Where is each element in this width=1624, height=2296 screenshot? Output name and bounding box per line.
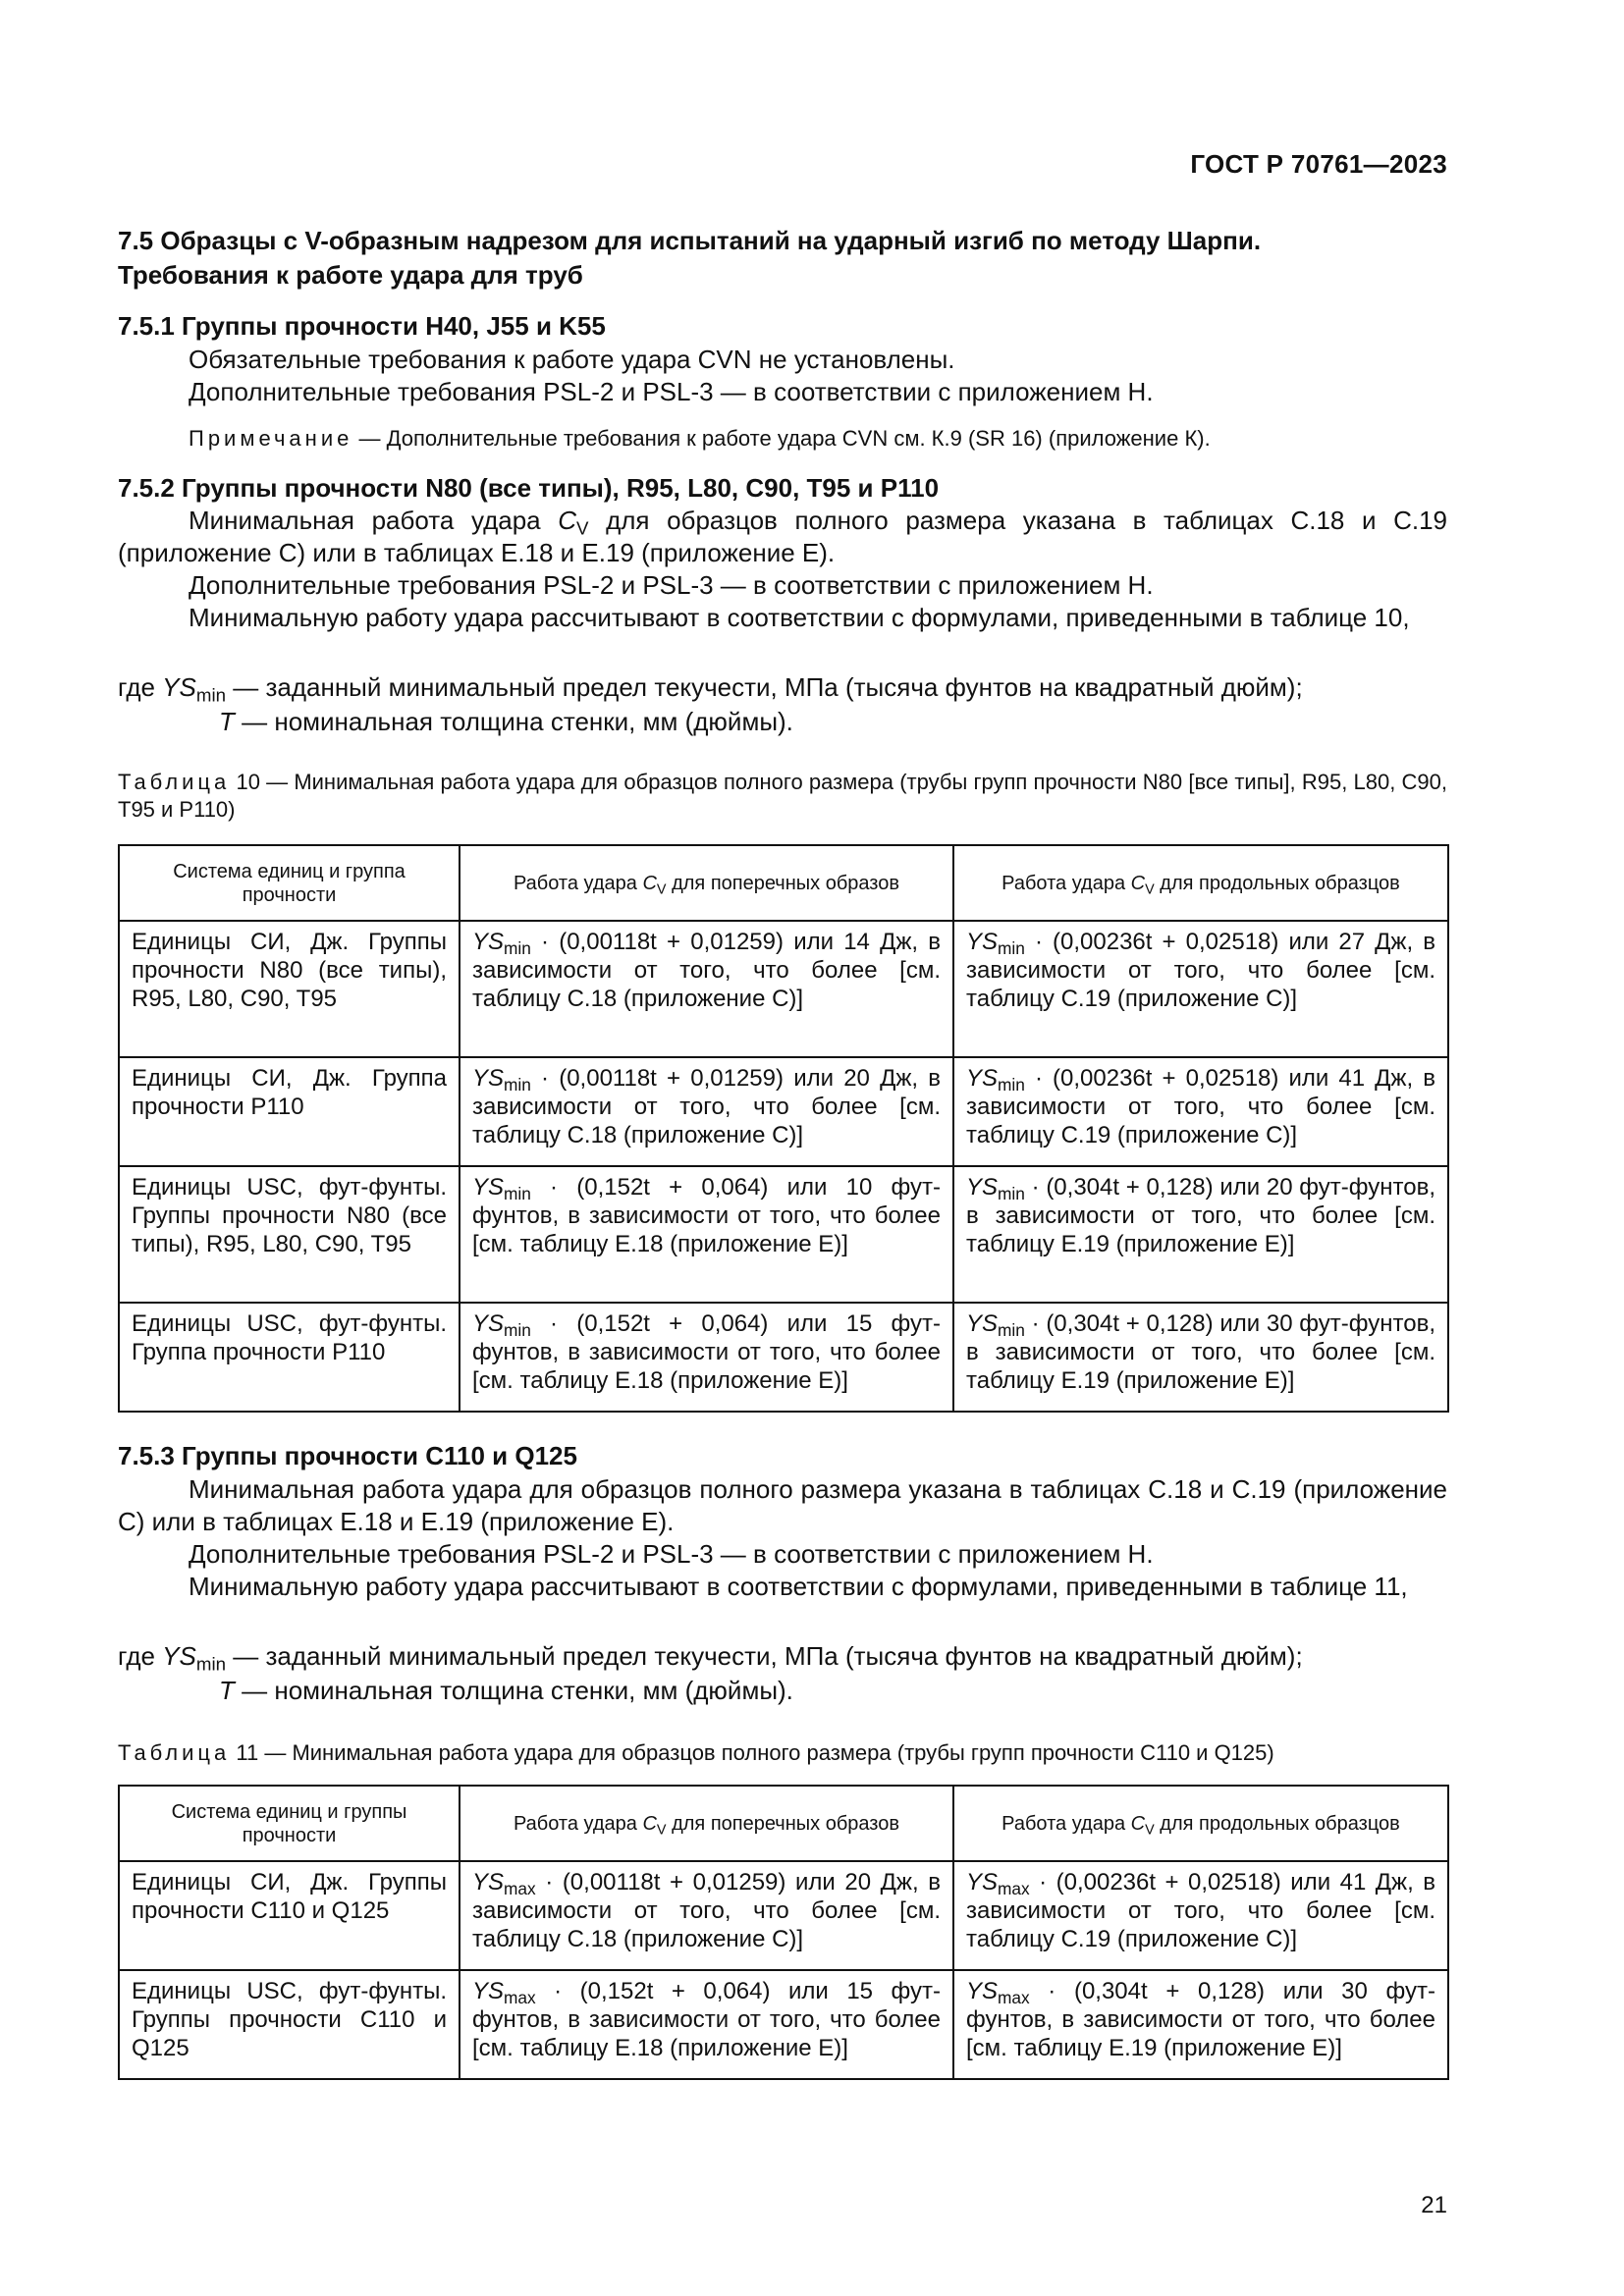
section-7-5-1-heading: 7.5.1 Группы прочности H40, J55 и K55	[118, 311, 606, 341]
table-cell-longitudinal: $YS_{max} \cdot (0,00236t + 0,02518)$ или 41 Дж, в зависимости от того, что более [см. таблицу С.19 (приложение С)]	[953, 1861, 1448, 1970]
table-cell-transverse: $YS_{max} \cdot (0,152t + 0,064)$ или 15 фут-фунтов, в зависимости от того, что более [см. таблицу Е.18 (приложение Е)]	[460, 1970, 953, 2079]
section-7-5-2-p3: Минимальную работу удара рассчитывают в соответствии с формулами, приведенными в таблице 10,	[189, 603, 1410, 632]
table-cell-longitudinal: $YS_{min} \cdot (0,00236t + 0,02518)$ или 41 Дж, в зависимости от того, что более [см. таблицу С.19 (приложение С)]	[953, 1057, 1448, 1166]
page-number: 21	[1421, 2192, 1447, 2218]
note-text: — Дополнительные требования к работе удара CVN см. К.9 (SR 16) (приложение К).	[352, 426, 1211, 451]
table-11-col-transverse: Работа удара $C_V$ для поперечных образов	[460, 1786, 953, 1861]
table-row	[119, 1970, 1448, 2079]
table-row	[119, 1861, 1448, 1970]
section-7-5-3-heading: 7.5.3 Группы прочности C110 и Q125	[118, 1441, 577, 1470]
table-11-caption: Таблица 11 — Минимальная работа удара для образцов полного размера (трубы групп прочности C110 и Q125)	[118, 1740, 1274, 1765]
table-cell-transverse: $YS_{min} \cdot (0,152t + 0,064)$ или 15 фут-фунтов, в зависимости от того, что более [см. таблицу Е.18 (приложение Е)]	[460, 1303, 953, 1412]
table-cell-system: Единицы USC, фут-фунты. Группа прочности P110	[119, 1303, 460, 1412]
table-11-col-system: Система единиц и группы прочности	[119, 1786, 460, 1861]
table-11	[118, 1785, 1449, 2080]
table-10	[118, 844, 1449, 1413]
section-7-5-line2: Требования к работе удара для труб	[118, 260, 583, 290]
table-11-col-longitudinal: Работа удара $C_V$ для продольных образцов	[953, 1786, 1448, 1861]
section-7-5-2-heading: 7.5.2 Группы прочности N80 (все типы), R95, L80, C90, T95 и P110	[118, 473, 940, 503]
section-7-5-3-p1: Минимальная работа удара для образцов полного размера указана в таблицах С.18 и С.19 (приложение С) или в таблицах Е.18 и Е.19 (приложение Е).	[118, 1474, 1447, 1536]
note-label: Примечание	[189, 426, 353, 451]
table-cell-system: Единицы СИ, Дж. Группы прочности N80 (все типы), R95, L80, C90, T95	[119, 921, 460, 1057]
table-10-col-system: Система единиц и группа прочности	[119, 845, 460, 921]
table-cell-transverse: $YS_{max} \cdot (0,00118t + 0,01259)$ или 20 Дж, в зависимости от того, что более [см. таблицу С.18 (приложение С)]	[460, 1861, 953, 1970]
table-cell-system: Единицы СИ, Дж. Группы прочности C110 и Q125	[119, 1861, 460, 1970]
section-7-5-1-note	[189, 424, 1447, 454]
table-11-header-row	[119, 1786, 1448, 1861]
table-row	[119, 1303, 1448, 1412]
table-10-col-longitudinal: Работа удара $C_V$ для продольных образцов	[953, 845, 1448, 921]
table-cell-longitudinal: $YS_{min} \cdot (0,304t + 0,128)$ или 30 фут-фунтов, в зависимости от того, что более [см. таблицу Е.19 (приложение Е)]	[953, 1303, 1448, 1412]
table-cell-transverse: $YS_{min} \cdot (0,00118t + 0,01259)$ или 20 Дж, в зависимости от того, что более [см. таблицу С.18 (приложение С)]	[460, 1057, 953, 1166]
table-cell-longitudinal: $YS_{max} \cdot (0,304t + 0,128)$ или 30 фут-фунтов, в зависимости от того, что более [см. таблицу Е.19 (приложение Е)]	[953, 1970, 1448, 2079]
section-7-5-3-where-ys: где $YS_{min}$ — заданный минимальный предел текучести, МПа (тысяча фунтов на квадратный дюйм);	[118, 1641, 1303, 1675]
table-10-col-transverse: Работа удара $C_V$ для поперечных образов	[460, 845, 953, 921]
section-7-5-1-p1: Обязательные требования к работе удара CVN не установлены.	[189, 345, 955, 374]
section-7-5-1-p2: Дополнительные требования PSL-2 и PSL-3 — в соответствии с приложением Н.	[189, 377, 1154, 406]
section-7-5-2-p1: Минимальная работа удара $C_V$ для образцов полного размера указана в таблицах С.18 и С.19 (приложение С) или в таблицах Е.18 и Е.19 (приложение Е).	[118, 506, 1447, 567]
table-cell-longitudinal: $YS_{min} \cdot (0,304t + 0,128)$ или 20 фут-фунтов, в зависимости от того, что более [см. таблицу Е.19 (приложение Е)]	[953, 1166, 1448, 1303]
section-7-5-heading	[118, 224, 1447, 293]
section-7-5-line1: 7.5 Образцы с V-образным надрезом для испытаний на ударный изгиб по методу Шарпи.	[118, 226, 1262, 255]
table-row	[119, 1057, 1448, 1166]
section-7-5-2-where-ys: где $YS_{min}$ — заданный минимальный предел текучести, МПа (тысяча фунтов на квадратный дюйм);	[118, 672, 1303, 706]
section-7-5-3-where-t: T — номинальная толщина стенки, мм (дюймы).	[219, 1676, 793, 1705]
table-row	[119, 1166, 1448, 1303]
section-7-5-3-p3: Минимальную работу удара рассчитывают в соответствии с формулами, приведенными в таблице 11,	[189, 1572, 1408, 1601]
section-7-5-3-p2: Дополнительные требования PSL-2 и PSL-3 — в соответствии с приложением Н.	[189, 1539, 1154, 1569]
table-row	[119, 921, 1448, 1057]
section-7-5-2-p2: Дополнительные требования PSL-2 и PSL-3 — в соответствии с приложением Н.	[189, 570, 1154, 600]
table-cell-system: Единицы СИ, Дж. Группа прочности P110	[119, 1057, 460, 1166]
document-id: ГОСТ Р 70761—2023	[1190, 149, 1447, 179]
table-10-caption: Таблица 10 — Минимальная работа удара для образцов полного размера (трубы групп прочности N80 [все типы], R95, L80, C90, T95 и P110)	[118, 770, 1447, 822]
table-cell-system: Единицы USC, фут-фунты. Группы прочности N80 (все типы), R95, L80, C90, T95	[119, 1166, 460, 1303]
table-cell-system: Единицы USC, фут-фунты. Группы прочности C110 и Q125	[119, 1970, 460, 2079]
table-10-header-row	[119, 845, 1448, 921]
section-7-5-2-where-t: T — номинальная толщина стенки, мм (дюймы).	[219, 707, 793, 736]
table-cell-transverse: $YS_{min} \cdot (0,00118t + 0,01259)$ или 14 Дж, в зависимости от того, что более [см. таблицу С.18 (приложение С)]	[460, 921, 953, 1057]
table-cell-transverse: $YS_{min} \cdot (0,152t + 0,064)$ или 10 фут-фунтов, в зависимости от того, что более [см. таблицу Е.18 (приложение Е)]	[460, 1166, 953, 1303]
table-cell-longitudinal: $YS_{min} \cdot (0,00236t + 0,02518)$ или 27 Дж, в зависимости от того, что более [см. таблицу С.19 (приложение С)]	[953, 921, 1448, 1057]
